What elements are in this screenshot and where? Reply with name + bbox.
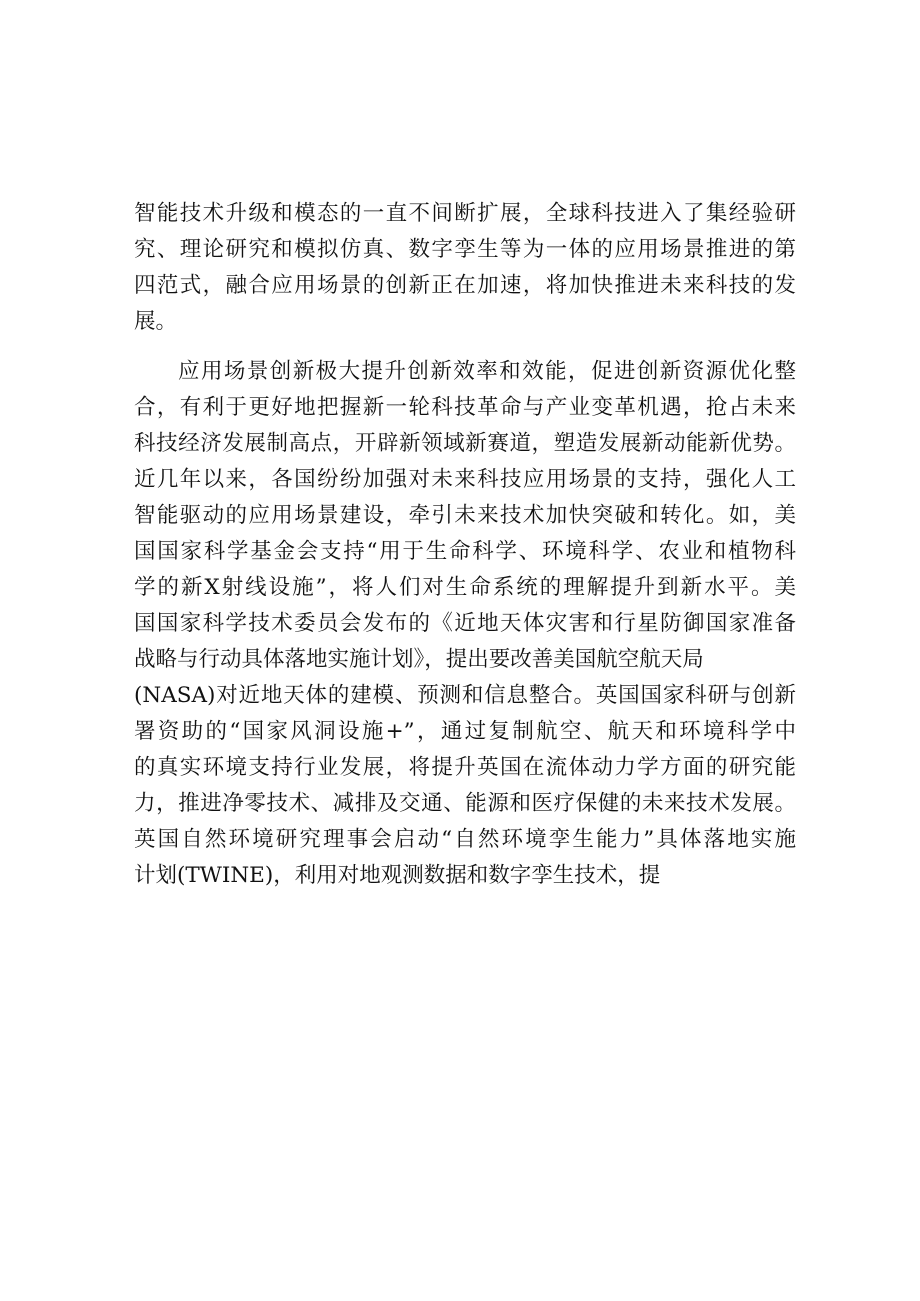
paragraph-1	[134, 196, 796, 340]
text-line: 英国自然环境研究理事会启动“自然环境孪生能力”具体落地实施	[134, 827, 796, 852]
paragraph-gap	[134, 340, 796, 354]
text-line: 科技经济发展制高点，开辟新领域新赛道，塑造发展新动能新优势。	[134, 431, 796, 456]
body-text	[134, 196, 796, 894]
text-line: 智能技术升级和模态的一直不间断扩展，全球科技进入了集经验研	[134, 201, 796, 226]
text-line: 四范式，融合应用场景的创新正在加速，将加快推进未来科技的发	[134, 273, 796, 298]
text-line: 署资助的“国家风洞设施+”，通过复制航空、航天和环境科学中	[134, 719, 796, 744]
text-line: 学的新X射线设施”，将人们对生命系统的理解提升到新水平。美	[134, 575, 796, 600]
text-line: 合，有利于更好地把握新一轮科技革命与产业变革机遇，抢占未来	[134, 395, 796, 420]
text-line: 战略与行动具体落地实施计划》，提出要改善美国航空航天局	[134, 647, 704, 672]
text-line: 力，推进净零技术、减排及交通、能源和医疗保健的未来技术发展。	[134, 791, 796, 816]
text-line: 近几年以来，各国纷纷加强对未来科技应用场景的支持，强化人工	[134, 467, 796, 492]
text-line: 应用场景创新极大提升创新效率和效能，促进创新资源优化整	[178, 359, 796, 384]
text-line: 展。	[134, 309, 178, 334]
text-line: 究、理论研究和模拟仿真、数字孪生等为一体的应用场景推进的第	[134, 237, 796, 262]
text-line: 计划(TWINE)，利用对地观测数据和数字孪生技术，提	[134, 863, 661, 888]
paragraph-2	[134, 354, 796, 894]
text-line: (NASA)对近地天体的建模、预测和信息整合。英国国家科研与创新	[134, 683, 796, 708]
text-line: 智能驱动的应用场景建设，牵引未来技术加快突破和转化。如，美	[134, 503, 796, 528]
text-line: 国国家科学基金会支持“用于生命科学、环境科学、农业和植物科	[134, 539, 796, 564]
text-line: 国国家科学技术委员会发布的《近地天体灾害和行星防御国家准备	[134, 611, 796, 636]
text-line: 的真实环境支持行业发展，将提升英国在流体动力学方面的研究能	[134, 755, 796, 780]
